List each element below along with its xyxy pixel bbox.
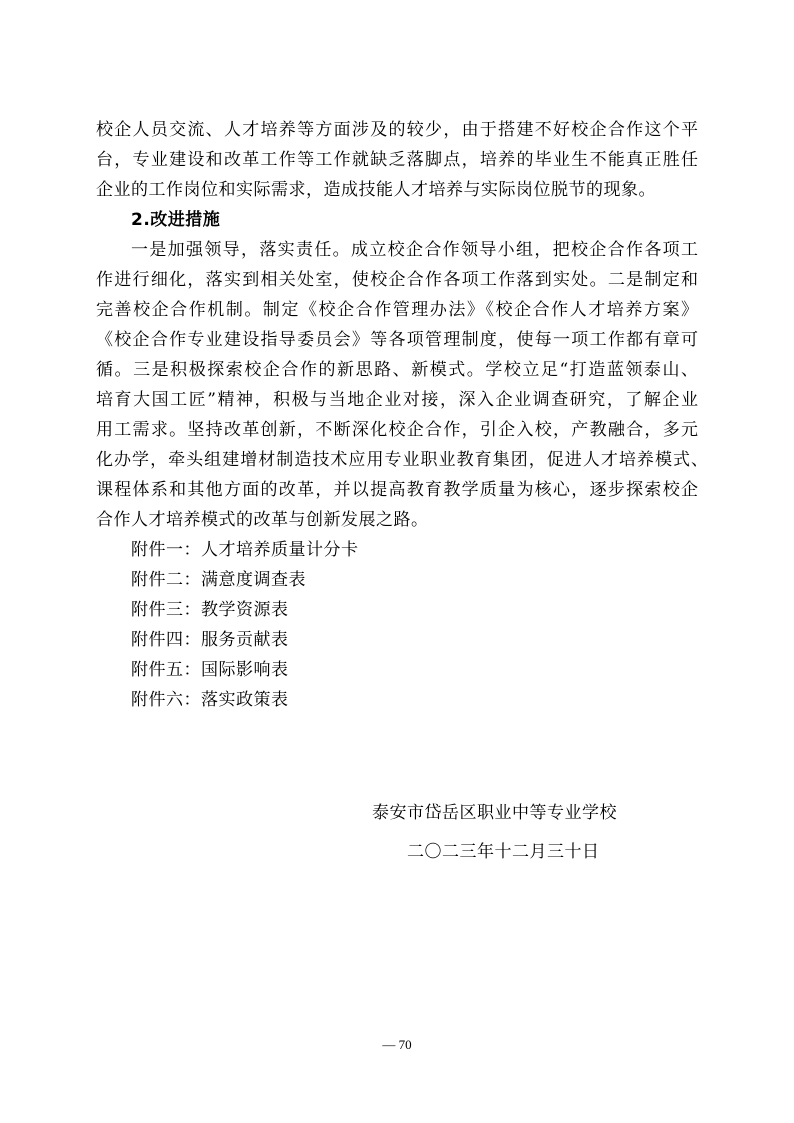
attachment-item: 附件一：人才培养质量计分卡 bbox=[131, 540, 359, 560]
paragraph2-line-7: 用工需求。坚持改革创新，不断深化校企合作，引企入校，产教融合，多元 bbox=[96, 420, 698, 440]
paragraph2-line-2: 作进行细化，落实到相关处室，使校企合作各项工作落到实处。二是制定和 bbox=[96, 270, 698, 290]
paragraph2-line-9: 课程体系和其他方面的改革，并以提高教育教学质量为核心，逐步探索校企 bbox=[96, 480, 698, 500]
paragraph1-line-2: 台，专业建设和改革工作等工作就缺乏落脚点，培养的毕业生不能真正胜任 bbox=[96, 150, 698, 170]
paragraph1-line-1: 校企人员交流、人才培养等方面涉及的较少，由于搭建不好校企合作这个平 bbox=[96, 120, 698, 140]
paragraph2-line-1: 一是加强领导，落实责任。成立校企合作领导小组，把校企合作各项工 bbox=[131, 240, 698, 260]
paragraph2-line-5: 循。三是积极探索校企合作的新思路、新模式。学校立足“打造蓝领泰山、 bbox=[96, 360, 698, 380]
attachment-item: 附件三：教学资源表 bbox=[131, 600, 289, 620]
attachment-item: 附件四：服务贡献表 bbox=[131, 630, 289, 650]
paragraph1-line-3: 企业的工作岗位和实际需求，造成技能人才培养与实际岗位脱节的现象。 bbox=[96, 180, 656, 200]
paragraph2-line-10: 合作人才培养模式的改革与创新发展之路。 bbox=[96, 510, 429, 530]
attachment-item: 附件六：落实政策表 bbox=[131, 690, 289, 710]
paragraph2-line-6: 培育大国工匠”精神，积极与当地企业对接，深入企业调查研究，了解企业 bbox=[96, 390, 698, 410]
attachment-item: 附件五：国际影响表 bbox=[131, 660, 289, 680]
page-number: — 70 bbox=[382, 1037, 412, 1052]
section-heading: 2.改进措施 bbox=[131, 210, 221, 230]
paragraph2-line-3: 完善校企合作机制。制定《校企合作管理办法》《校企合作人才培养方案》 bbox=[96, 300, 698, 320]
signature-organization: 泰安市岱岳区职业中等专业学校 bbox=[372, 803, 617, 823]
paragraph2-line-8: 化办学，牵头组建增材制造技术应用专业职业教育集团，促进人才培养模式、 bbox=[96, 450, 708, 470]
signature-date: 二〇二三年十二月三十日 bbox=[407, 842, 600, 862]
paragraph2-line-4: 《校企合作专业建设指导委员会》等各项管理制度，使每一项工作都有章可 bbox=[96, 330, 698, 350]
attachment-item: 附件二：满意度调查表 bbox=[131, 570, 306, 590]
